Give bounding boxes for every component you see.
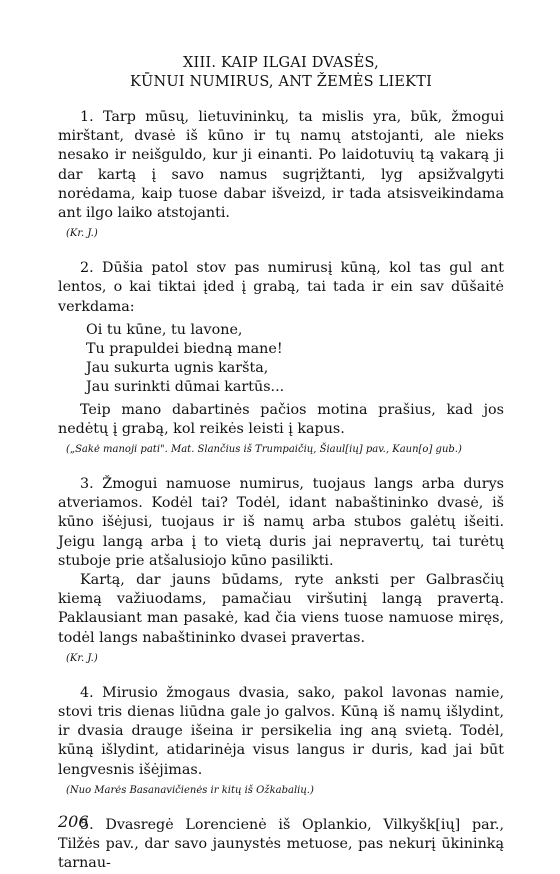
section-1-source: (Kr. J.) bbox=[66, 228, 98, 240]
section-3-text-2: Kartą, dar jauns būdams, ryte anksti per Galbrasčių kiemą važiuodams, pamačiau viršutinį langą pravertą. Paklausiant man pasakė, kad čia viens tuose namuose miręs, todėl langs nabaštininko dvasei pravertas. bbox=[58, 572, 504, 646]
chapter-title-line-2: KŪNUI NUMIRUS, ANT ŽEMĖS LIEKTI bbox=[130, 74, 432, 90]
section-5-text: 5. Dvasregė Lorencienė iš Oplankio, Vilkyšk[ių] par., Tilžės pav., dar savo jaunystės metuose, pas nekurį ūkininką tarnau- bbox=[58, 816, 504, 872]
section-4-text: 4. Mirusio žmogaus dvasia, sako, pakol lavonas namie, stovi tris dienas liūdna gale jo galvos. Kūną iš namų išlydint, ir dvasia drauge išeina ir persikelia ing aną svietą. Todėl, kūną išlydint, atidarinėja visus langus ir duris, kad jai būt lengvesnis išėjimas. bbox=[58, 684, 504, 778]
page-number: 206 bbox=[58, 812, 89, 831]
chapter-title-line-1: XIII. KAIP ILGAI DVASĖS, bbox=[183, 55, 379, 71]
chapter-title bbox=[58, 54, 504, 92]
spacer bbox=[58, 457, 504, 475]
spacer bbox=[58, 241, 504, 259]
verse-line: Jau sukurta ugnis karšta, bbox=[86, 360, 269, 377]
section-3-source: (Kr. J.) bbox=[66, 652, 98, 664]
verse-line: Tu prapuldei biedną mane! bbox=[86, 341, 283, 358]
section-2-verse bbox=[86, 321, 504, 398]
section-1-text: 1. Tarp mūsų, lietuvininkų, ta mislis yra, būk, žmogui mirštant, dvasė iš kūno ir tų namų atstojanti, ale nieks nesako ir neišguldo, kur ji einanti. Po laidotuvių tą vakarą ji dar kartą į savo namus sugrįžtanti, lyg apsižvalgyti norėdama, kaip tuose dabar išveizd, ir tada atsisveikindama ant ilgo laiko atstojanti. bbox=[58, 109, 504, 222]
page-content bbox=[58, 54, 504, 874]
spacer bbox=[58, 798, 504, 816]
section-2-text: 2. Dūšia patol stov pas numirusį kūną, kol tas gul ant lentos, o kai tiktai įded į grabą, tai tada ir ein sav dūšaitė verkdama: bbox=[58, 260, 504, 315]
spacer bbox=[58, 666, 504, 684]
section-3-text: 3. Žmogui namuose numirus, tuojaus langs arba durys atveriamos. Kodėl tai? Todėl, idant nabaštininko dvasė, iš kūno išėjusi, tuojaus ir iš namų arba stubos galėtų išeiti. Jeigu langą arba į to vietą duris jai nepravertų, tai turėtų stuboje prie atšalusiojo kūno pasilikti. bbox=[58, 476, 504, 569]
section-2-text-2: Teip mano dabartinės pačios motina prašius, kad jos nedėtų į grabą, kol reikės leisti į kapus. bbox=[58, 401, 504, 437]
verse-line: Jau surinkti dūmai kartūs... bbox=[86, 379, 285, 396]
section-4-source: (Nuo Marės Basanavičienės ir kitų iš Ožkabalių.) bbox=[66, 784, 314, 796]
section-2-source: („Sakė manoji pati". Mat. Slančius iš Trumpaičių, Šiaul[ių] pav., Kaun[o] gub.) bbox=[66, 444, 462, 456]
verse-line: Oi tu kūne, tu lavone, bbox=[86, 321, 243, 338]
